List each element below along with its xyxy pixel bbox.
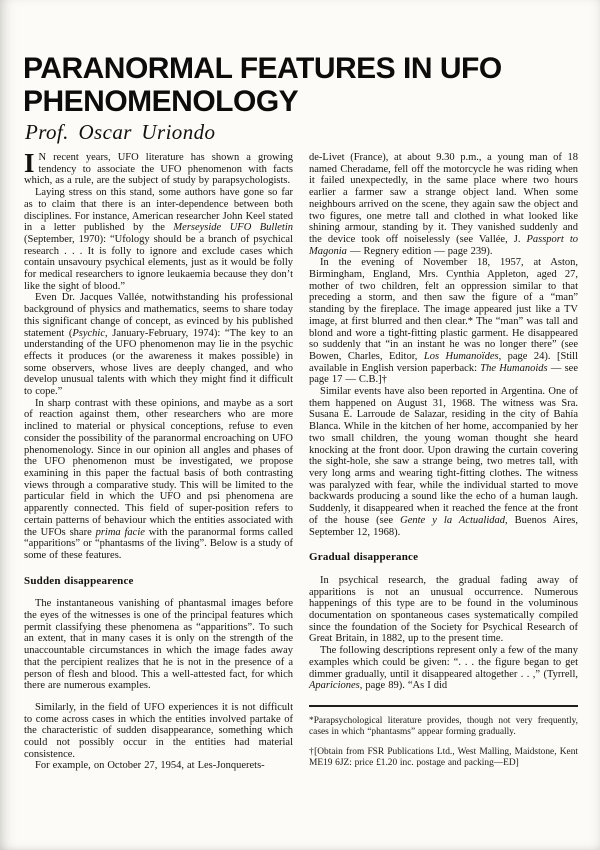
text-run: — see page 17 — C.B.]† [309,362,578,386]
paragraph [309,257,578,386]
text-run: , page 24). [Still available in English version paperback: [309,350,578,374]
text-run: The following descriptions represent only a few of the many examples which could be given: “. . . the figure began to get dimmer gradually, until it disappeared altogether . . ,” (Tyrrell, [309,645,578,680]
text-run: Psychic [72,327,106,339]
text-run: Similarly, in the field of UFO experiences it is not difficult to come across cases in which the entities involved partake of the characteristic of sudden disappearance, something which could not possibly occur in the entities had material consistence. [24,701,293,760]
paragraph [309,645,578,692]
article-title [23,52,583,118]
text-run: Los Humanoïdes [423,350,499,362]
paragraph [24,292,293,397]
text-run: prima facie [95,526,145,538]
paragraph [24,702,293,761]
text-run: In the evening of November 18, 1957, at Aston, Birmingham, England, Mrs. Cynthia Appleton, aged 27, mother of two children, felt an oppression similar to that preceding a storm, and then saw the figure of a “man” standing by the fireplace. The image appeared just like a TV image, at first blurred and then clear.* The “man” was tall and blond and wore a tight-fitting plastic garment. He disappeared so suddenly that “in an instant he was no longer there” (see Bowen, Charles, Editor, [309,257,578,362]
article-body [24,148,578,772]
text-run: , Buenos Aires, September 12, 1968). [309,514,578,538]
text-run: — Regnery edition — page 239). [346,245,493,257]
text-run: In psychical research, the gradual fading away of apparitions is not an unusual occurrence. Numerous happenings of this type are to be found in the voluminous documentation on spontaneous cases systematically compiled since the foundation of the Society for Psychical Research of Great Britain, in 1882, up to the present time. [309,574,578,645]
footnote-divider [309,705,578,707]
text-run: , page 89). “As I did [359,680,448,692]
text-run: de-Livet (France), at about 9.30 p.m., a young man of 18 named Cheradame, fell off the motorcycle he was riding when it failed unexpectedly, in the same place where two hours earlier a farmer saw a strange object land. When some neighbours arrived on the scene, they again saw the object and two figures, one metre tall and clothed in what looked like shining armour, standing by it. They vanished suddenly and the device took off noiselessly (see Vallée, J. [309,152,578,245]
paragraph [24,760,293,772]
text-run: Even Dr. Jacques Vallée, notwithstanding his professional background of physics and mathematics, seems to share today this significant change of concept, as evinced by his published statement ( [24,292,293,339]
article-title-line2: PHENOMENOLOGY [23,85,299,118]
text-run: Gente y la Actualidad [400,514,505,526]
paragraph [24,148,293,187]
paragraph [24,598,293,692]
paragraph [24,187,293,292]
text-run: Apariciones [309,680,360,692]
paragraph [24,398,293,562]
footnote-dagger [309,747,578,768]
text-run: , January-February, 1974): “The key to an understanding of the UFO phenomenon may lie in the psychic effects it produces (or the awareness it makes possible) in some observers, whose lives are deeply changed, and who develop unusual talents with which they might find it difficult to cope.” [24,327,293,398]
section-heading-gradual-disapperance: Gradual disapperance [309,551,419,564]
section-heading-sudden-disappearence: Sudden disappearence [24,574,134,587]
text-run: For example, on October 27, 1954, at Les-Jonquerets- [35,760,265,772]
text-run: Merseyside UFO Bulletin [173,222,293,234]
paragraph [309,152,578,257]
paragraph [309,575,578,645]
text-run: with the paranormal forms called “apparitions” or “phantasms of the living”. Below is a study of some of these features. [24,526,293,561]
text-run: In sharp contrast with these opinions, and maybe as a sort of reaction against them, other researchers who are more inclined to material or physical conceptions, refuse to even consider the possibility of the paranormal encroaching on UFO phenomenology. Since in our opinion all angles and phases of the UFO phenomenon must be investigated, we propose examining in this paper the factual basis of both contrasting views through a comparative study. This will be limited to the particular field in which the UFO and psi phenomena are apparently connected. This field of super-position refers to certain patterns of behaviour which the entities associated with the UFOs share [24,397,293,538]
text-run: Passport to Magonia [309,233,578,257]
article-author: Prof. Oscar Uriondo [25,120,216,144]
paragraph [309,386,578,538]
text-run: Similar events have also been reported in Argentina. One of them happened on August 31, 1968. The witness was Sra. Susana E. Larroude de Salazar, residing in the city of Bahía Blanca. While in the kitchen of her home, accompanied by her two small children, the young woman thought she heard knocking at the front door. Upon drawing the curtain covering the sight-hole, she saw a strange being, two metres tall, with very long arms and wearing tight-fitting clothes. The witness was paralyzed with fear, while the individual started to move backwards producing a sound like the echo of a human laugh. Suddenly, it disappeared when it reached the fence at the front of the house (see [309,386,578,526]
text-run: Laying stress on this stand, some authors have gone so far as to claim that there is an inter-dependence between both disciplines. For instance, American researcher John Keel stated in a letter published by the [24,187,293,234]
text-run: The instantaneous vanishing of phantasmal images before the eyes of the witnesses is one of the principal features which permit classifying these phenomena as “apparitions”. To such an extent, that in many cases it is only on the strength of the unaccountable circumstances in which the image fades away that the percipient realizes that he is not in the presence of a person of flesh and blood. This a well-attested fact, for which there are numerous examples. [24,598,293,692]
footnote-asterisk [309,716,578,737]
left-column [24,148,293,772]
text-run: The Humanoids [480,362,548,374]
text-run: †[Obtain from FSR Publications Ltd., West Malling, Maidstone, Kent ME19 6JZ: price £1.20 inc. postage and packing—ED] [309,747,578,769]
text-run: *Parapsychological literature provides, though not very frequently, cases in which “phantasms” appear forming gradually. [309,715,578,737]
text-run: N recent years, UFO literature has shown a growing tendency to associate the UFO phenomenon with facts which, as a rule, are the subject of study by parapsychologists. [24,152,293,187]
article-title-line1: PARANORMAL FEATURES IN UFO [23,52,502,85]
right-column [309,152,578,772]
drop-cap: I [24,148,35,178]
text-run: (September, 1970): “Ufology should be a branch of psychical research . . . It is folly to ignore and exclude cases which contain unsavoury psychical elements, just as it would be folly for medical researchers to ignore leukaemia because they don’t like the sight of blood.” [24,233,293,292]
